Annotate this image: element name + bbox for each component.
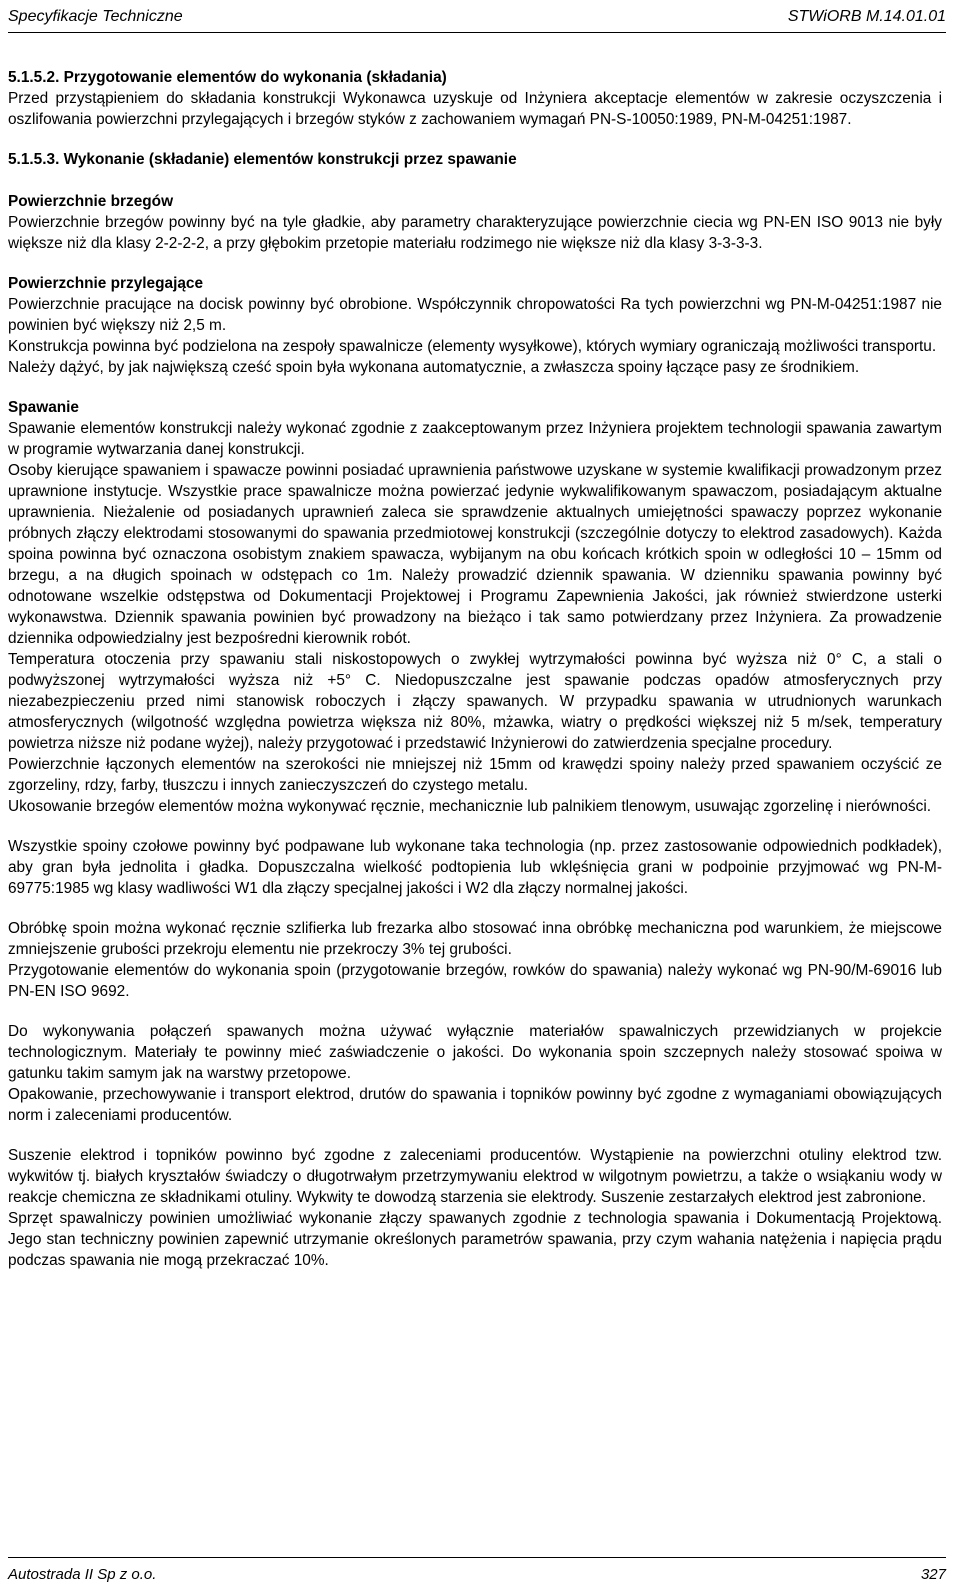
section-heading-5152: 5.1.5.2. Przygotowanie elementów do wykonania (składania) [8,69,447,86]
paragraph: Przed przystąpieniem do składania konstrukcji Wykonawca uzyskuje od Inżyniera akceptacje elementów w zakresie oczyszczenia i oszlifowania powierzchni przylegających i brzegów styków z zachowaniem wymagań PN-S-10050:1989, PN-M-04251:1987. [8,90,942,128]
paragraph: Obróbkę spoin można wykonać ręcznie szlifierka lub frezarka albo stosować inna obróbkę mechaniczna pod warunkiem, że miejscowe zmniejszenie grubości przekroju elementu nie przekroczy 3% tej grubości. [8,920,942,958]
paragraph: Konstrukcja powinna być podzielona na zespoły spawalnicze (elementy wysyłkowe), których wymiary ograniczają możliwości transportu. [8,338,937,355]
paragraph: Należy dążyć, by jak największą cześć spoin była wykonana automatycznie, a zwłaszcza spoiny łączące pasy ze środnikiem. [8,359,860,376]
paragraph: Powierzchnie łączonych elementów na szerokości nie mniejszej niż 15mm od krawędzi spoiny należy przed spawaniem oczyścić ze zgorzeliny, rdzy, farby, tłuszczu i innych zanieczyszczeń do czystego metalu. [8,756,942,794]
subheading-powierzchnie-przylegajace: Powierzchnie przylegające [8,275,204,292]
page-header [8,6,946,33]
paragraph: Ukosowanie brzegów elementów można wykonywać ręcznie, mechanicznie lub palnikiem tlenowym, usuwając zgorzelinę i nierówności. [8,798,932,815]
header-document-title: Specyfikacje Techniczne [8,8,183,25]
header-spec-code: STWiORB M.14.01.01 [787,8,946,25]
subheading-spawanie: Spawanie [8,399,79,416]
footer-page-number: 327 [920,1566,946,1583]
paragraph: Sprzęt spawalniczy powinien umożliwiać wykonanie złączy spawanych zgodnie z technologia spawania i Dokumentacją Projektową. Jego stan techniczny powinien zapewnić utrzymanie określonych parametrów spawania, przy czym wahania natężenia i napięcia prądu podczas spawania nie mogą przekraczać 10%. [8,1210,942,1269]
paragraph: Opakowanie, przechowywanie i transport elektrod, drutów do spawania i topników powinny być zgodne z wymaganiami obowiązujących norm i zaleceniami producentów. [8,1086,942,1124]
paragraph: Przygotowanie elementów do wykonania spoin (przygotowanie brzegów, rowków do spawania) należy wykonać wg PN-90/M-69016 lub PN-EN ISO 9692. [8,962,942,1000]
document-body [8,67,942,1271]
subheading-powierzchnie-brzegow: Powierzchnie brzegów [8,193,174,210]
paragraph: Wszystkie spoiny czołowe powinny być podpawane lub wykonane taka technologia (np. przez zastosowanie odpowiednich podkładek), aby gran była jednolita i gładka. Dopuszczalna wielkość podtopienia lub wklęśnięcia grani w podpoinie przyjmować wg PN-M-69775:1985 wg klasy wadliwości W1 dla złączy specjalnej jakości i W2 dla złączy normalnej jakości. [8,838,942,897]
page-footer [8,1557,946,1586]
paragraph: Temperatura otoczenia przy spawaniu stali niskostopowych o zwykłej wytrzymałości powinna być wyższa niż 0° C, a stali o podwyższonej wytrzymałości wyższa niż +5° C. Niedopuszczalne jest spawanie podczas opadów atmosferycznych przy niezabezpieczeniu przed nimi stanowisk roboczych i złączy spawanych. W przypadku spawania w utrudnionych warunkach atmosferycznych (wilgotność względna powietrza większa niż 80%, mżawka, wiatry o prędkości większej niż 5 m/sek, temperatury powietrza niższe niż podane wyżej), należy przygotować i przedstawić Inżynierowi do zatwierdzenia specjalne procedury. [8,651,942,752]
paragraph: Do wykonywania połączeń spawanych można używać wyłącznie materiałów spawalniczych przewidzianych w projekcie technologicznym. Materiały te powinny mieć zaświadczenie o jakości. Do wykonania spoin szczepnych należy stosować spoiwa w gatunku takim samym jak na warstwy przetopowe. [8,1023,942,1082]
paragraph: Powierzchnie brzegów powinny być na tyle gładkie, aby parametry charakteryzujące powierzchnie ciecia wg PN-EN ISO 9013 nie były większe niż dla klasy 2-2-2-2, a przy głębokim przetopie materiału rodzimego nie większe niż dla klasy 3-3-3-3. [8,214,942,252]
paragraph: Spawanie elementów konstrukcji należy wykonać zgodnie z zaakceptowanym przez Inżyniera projektem technologii spawania zawartym w programie wytwarzania danej konstrukcji. [8,420,942,458]
footer-company: Autostrada II Sp z o.o. [8,1566,157,1583]
paragraph: Osoby kierujące spawaniem i spawacze powinni posiadać uprawnienia państwowe uzyskane w systemie kwalifikacji prowadzonym przez uprawnione instytucje. Wszystkie prace spawalnicze można powierzać jedynie wykwalifikowanym spawaczom, posiadającym aktualne uprawnienia. Nieżalenie od posiadanych uprawnień zaleca sie sprawdzenie aktualnych umiejętności spawaczy poprzez wykonanie próbnych złączy elektrodami stosowanymi do spawania przedmiotowej konstrukcji (szczególnie dotyczy to elektrod zasadowych). Każda spoina powinna być oznaczona osobistym znakiem spawacza, wybijanym na obu końcach krótkich spoin w odległości 10 – 15mm od brzegu, a na długich spoinach w odstępach co 1m. Należy prowadzić dziennik spawania. W dzienniku spawania powinny być odnotowane wszelkie odstępstwa od Dokumentacji Projektowej i Programu Zapewnienia Jakości, jak również stwierdzone usterki wykonawstwa. Dziennik spawania powinien być prowadzony na bieżąco i tak samo potwierdzany przez Inżyniera. Za prowadzenie dziennika odpowiedzialny jest bezpośredni kierownik robót. [8,462,942,647]
section-heading-5153: 5.1.5.3. Wykonanie (składanie) elementów konstrukcji przez spawanie [8,151,517,168]
paragraph: Suszenie elektrod i topników powinno być zgodne z zaleceniami producentów. Wystąpienie na powierzchni otuliny elektrod tzw. wykwitów tj. białych kryształów świadczy o długotrwałym przetrzymywaniu elektrod w wilgotnym powietrzu, a także o wsiąkaniu wody w reakcje chemiczna ze składnikami otuliny. Wykwity te dowodzą starzenia sie elektrody. Suszenie zestarzałych elektrod jest zabronione. [8,1147,942,1206]
paragraph: Powierzchnie pracujące na docisk powinny być obrobione. Współczynnik chropowatości Ra tych powierzchni wg PN-M-04251:1987 nie powinien być większy niż 2,5 m. [8,296,942,334]
